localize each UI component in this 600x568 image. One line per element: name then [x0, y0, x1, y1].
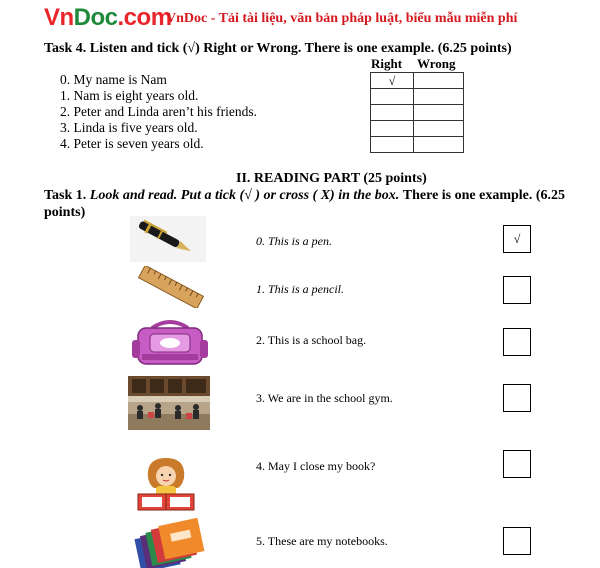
task4-title: Task 4. Listen and tick (√) Right or Wrong. There is one example. (6.25 points) [44, 41, 512, 56]
logo-com: .com [117, 4, 172, 31]
wrong-cell-3[interactable] [414, 121, 464, 137]
table-row [371, 105, 464, 121]
wrong-cell-4[interactable] [414, 137, 464, 153]
logo-doc: Doc [73, 4, 118, 31]
answer-box-3[interactable] [503, 384, 531, 412]
table-row [371, 137, 464, 153]
reading-sentence-3: 3. We are in the school gym. [256, 391, 393, 405]
answer-box-4[interactable] [503, 450, 531, 478]
table-row [371, 89, 464, 105]
logo-vn: Vn [44, 4, 74, 31]
library-picture [128, 376, 210, 430]
task4-item-2: 2. Peter and Linda aren’t his friends. [60, 104, 257, 119]
right-cell-2[interactable] [371, 105, 414, 121]
school-bag-picture [132, 318, 208, 368]
column-wrong-header: Wrong [417, 56, 456, 71]
answer-box-5[interactable] [503, 527, 531, 555]
task4-item-1: 1. Nam is eight years old. [60, 88, 199, 103]
answer-box-2[interactable] [503, 328, 531, 356]
answer-table [370, 72, 464, 153]
task1-label: Task 1. [44, 188, 87, 203]
right-cell-3[interactable] [371, 121, 414, 137]
girl-reading-picture [134, 456, 198, 514]
reading-sentence-0: 0. This is a pen. [256, 234, 333, 248]
task4-item-0: 0. My name is Nam [60, 72, 167, 87]
answer-box-0[interactable]: √ [503, 225, 531, 253]
column-right-header: Right [371, 56, 403, 71]
task1-instructions [44, 187, 584, 221]
right-cell-1[interactable] [371, 89, 414, 105]
pen-picture [130, 216, 206, 262]
task1-instruction-italic: Look and read. Put a tick (√ ) or cross ( X) in the box. [89, 188, 400, 203]
answer-box-1[interactable] [503, 276, 531, 304]
right-cell-0[interactable]: √ [371, 73, 414, 89]
reading-sentence-2: 2. This is a school bag. [256, 333, 367, 347]
notebooks-picture [128, 518, 212, 568]
right-cell-4[interactable] [371, 137, 414, 153]
reading-sentence-4: 4. May I close my book? [256, 459, 376, 473]
reading-section-title: II. READING PART (25 points) [236, 171, 427, 186]
reading-sentence-1: 1. This is a pencil. [256, 282, 345, 296]
task4-item-4: 4. Peter is seven years old. [60, 136, 204, 151]
task1-instruction-rest: There is one example. (6.25 points) [44, 188, 566, 220]
wrong-cell-1[interactable] [414, 89, 464, 105]
table-row [371, 121, 464, 137]
wrong-cell-2[interactable] [414, 105, 464, 121]
table-row [371, 73, 464, 89]
vndoc-logo[interactable] [44, 4, 172, 32]
wrong-cell-0[interactable] [414, 73, 464, 89]
ruler-picture [136, 266, 206, 308]
task4-item-3: 3. Linda is five years old. [60, 120, 198, 135]
header-tagline: VnDoc - Tải tài liệu, văn bản pháp luật, biểu mẫu miễn phí [166, 11, 518, 26]
reading-sentence-5: 5. These are my notebooks. [256, 534, 388, 548]
